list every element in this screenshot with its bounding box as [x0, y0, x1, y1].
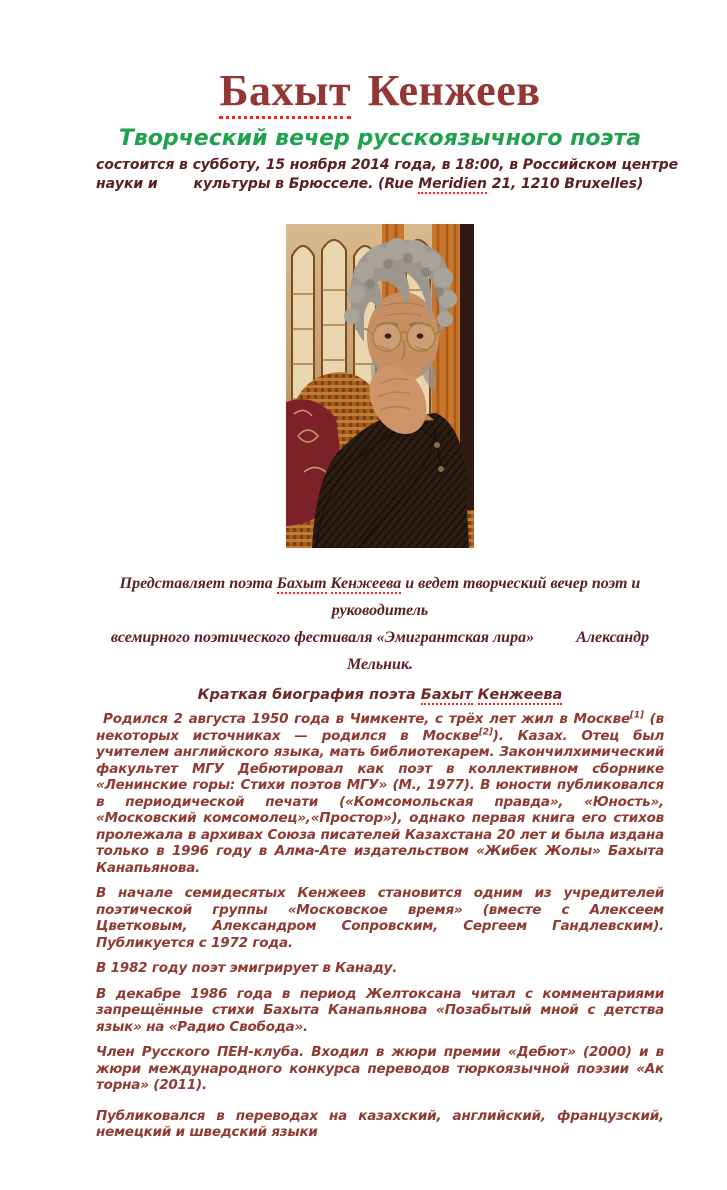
bio-paragraph-6: Публиковался в переводах на казахский, английский, французский, немецкий и шведский языки [96, 1107, 664, 1141]
misspelled-name-word2: Кенжеева [330, 575, 402, 593]
bio-p1-text-c: ). Казах. Отец был учителем английского языка, мать библиотекарем. Закончилхимический факультет МГУ Дебютировал как поэт в коллективном сборнике «Ленинские горы: Стихи поэтов МГУ» (М., 1977). В юности публиковался в периодической печати («Комсомольская правда», «Юность», «Московский комсомолец»,«Простор»), однако первая книга его стихов пролежала в архивах Союза писателей Казахстана 20 лет и была издана только в 1996 году в Алма-Ате издательством «Жибек Жолы» Бахыта Канапьянова. [96, 727, 665, 876]
event-details [96, 156, 679, 194]
bio-p1-text: Родился 2 августа 1950 года в Чимкенте, с трёх лет жил в Москве [103, 711, 630, 728]
presenter-line-1 [96, 570, 664, 624]
bio-paragraph-4: В декабре 1986 года в период Желтоксана читал с комментариями запрещённые стихи Бахыта Канапьянова «Позабытый мной с детства язык» на «Радио Свобода». [96, 985, 664, 1035]
event-line-2 [96, 175, 664, 194]
bio-paragraph-1 [96, 711, 664, 876]
event-line-2-left: науки и [96, 176, 158, 193]
misspelled-heading-word1: Бахыт [420, 687, 473, 704]
bio-heading [96, 687, 664, 704]
presenter-name: Александр Мельник. [346, 629, 650, 674]
title-word-misspelled: Бахыт [219, 66, 351, 119]
festival-text: всемирного поэтического фестиваля «Эмигрантская лира» [110, 629, 535, 647]
event-line-1: состоится в субботу, 15 ноября 2014 года, в 18:00, в Российском центре [96, 157, 679, 174]
event-subtitle: Творческий вечер русскоязычного поэта [118, 126, 642, 152]
biography-body [96, 711, 664, 1141]
presenter-text: Представляет поэта [119, 575, 277, 593]
misspelled-street-name: Meridien [418, 176, 487, 193]
presenter-line-2 [96, 624, 664, 678]
presenter-text-cont: и ведет творческий вечер поэт и руководитель [331, 575, 641, 620]
footnote-ref-2: [2] [478, 727, 493, 738]
title-word: Кенжеев [367, 66, 541, 115]
bio-paragraph-2: В начале семидесятых Кенжеев становится одним из учредителей поэтической группы «Московское время» (вместе с Алексеем Цветковым, Александром Сопровским, Сергеем Гандлевским). Публикуется с 1972 года. [96, 885, 664, 951]
event-line-2-right: культуры в Брюсселе. (Rue [193, 176, 419, 193]
page-title [96, 66, 664, 115]
poet-portrait-photo [286, 224, 474, 548]
bio-p1-text-b: (в некоторых источниках — родился в Москве [96, 711, 664, 744]
misspelled-name-word1: Бахыт [276, 575, 327, 593]
bio-paragraph-3: В 1982 году поэт эмигрирует в Канаду. [96, 960, 398, 977]
event-line-2-end: 21, 1210 Bruxelles) [486, 176, 644, 193]
footnote-ref-1: [1] [629, 710, 644, 721]
presenter-paragraph [96, 570, 664, 678]
bio-paragraph-5: Член Русского ПЕН-клуба. Входил в жюри премии «Дебют» (2000) и в жюри международного конкурса переводов тюркоязычной поэзии «Ак торна» (2011). [96, 1044, 664, 1094]
misspelled-heading-word2: Кенжеева [477, 687, 563, 704]
bio-heading-text: Краткая биография поэта [197, 687, 421, 704]
